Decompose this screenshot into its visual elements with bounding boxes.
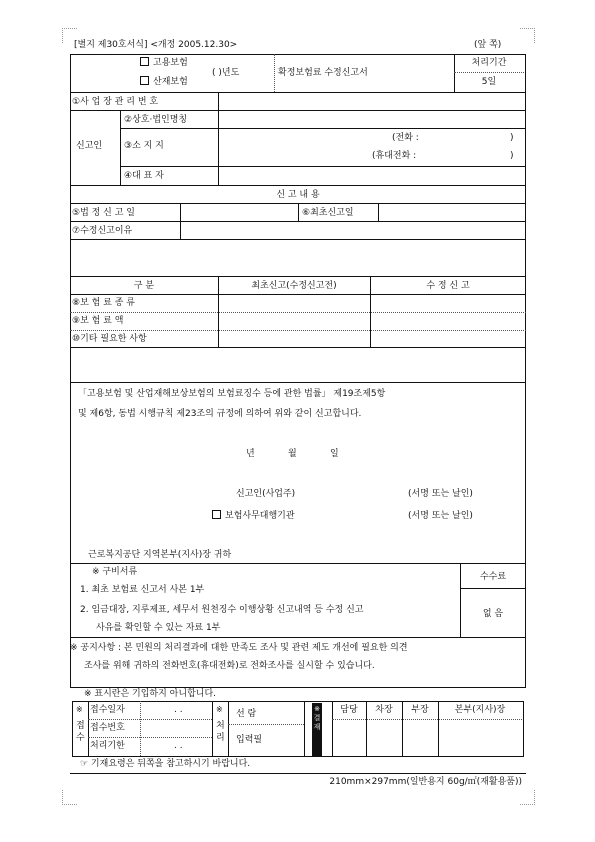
attachments-title: ※ 구비서류: [92, 567, 138, 577]
declaration-line-2: 및 제6항, 동법 시행규칙 제23조의 규정에 의하여 위와 같이 신고합니다.: [78, 409, 362, 419]
row-premium-amount: ⑨보 험 료 액: [72, 316, 124, 326]
applicant-label: 신고인(사업주): [236, 489, 296, 499]
mobile-label: (휴대전화 :: [372, 151, 417, 161]
col-staff: 담당: [340, 705, 358, 715]
processing-label: 처리기간: [471, 58, 507, 68]
company-label: ②상호·법인명칭: [124, 115, 188, 125]
col-division: 구 분: [133, 281, 155, 291]
attachment-1: 1. 최초 보험료 신고서 사본 1부: [80, 585, 205, 595]
checkbox-icon: [140, 57, 149, 66]
row-premium-kind: ⑧보 험 료 종 류: [72, 298, 135, 308]
col-first-report: 최초신고(수정신고전): [251, 281, 337, 291]
form-title: 확정보험료 수정신고서: [278, 68, 368, 78]
deadline-label: 처리기한: [90, 741, 125, 751]
notice-line-2: 조사를 위해 귀하의 전화번호(휴대전화)로 전화조사를 실시할 수 있습니다.: [84, 661, 375, 671]
col-head: 본부(지사)장: [454, 705, 506, 715]
guide-hint: ☞ 기재요령은 뒤쪽을 참고하시기 바랍니다.: [80, 759, 251, 769]
biz-no-label: ①사 업 장 관 리 번 호: [72, 97, 159, 107]
paper-spec: 210mm×297mm(일반용지 60g/㎡(재활용품)): [329, 777, 522, 787]
attachment-2-cont: 사유를 확인할 수 있는 자료 1부: [96, 623, 221, 633]
line-label: 선 람: [236, 709, 257, 719]
addressee: 근로복지공단 지역본부(지사)장 귀하: [88, 550, 232, 560]
attachment-2: 2. 임금대장, 지루제표, 세무서 원천징수 이행상황 신고내역 등 수정 신고: [80, 605, 364, 615]
page-side: (앞 쪽): [474, 40, 502, 50]
notice-line-1: ※ 공지사항 : 본 민원의 처리결과에 대한 만족도 조사 및 관련 제도 개선에 필요한 의견: [70, 643, 408, 653]
signature-1[interactable]: (서명 또는 날인): [408, 489, 473, 499]
year-field[interactable]: ( )년도: [212, 68, 240, 78]
rep-label: ④대 표 자: [124, 171, 164, 181]
approval-label: ※ 결 재: [312, 703, 322, 756]
col-manager: 부장: [411, 705, 429, 715]
receipt-label: 접 수: [76, 721, 85, 743]
processing-value: 5일: [481, 77, 497, 87]
opt-employment[interactable]: 고용보험: [140, 57, 188, 69]
row-other-notes: ⑩기타 필요한 사항: [72, 334, 147, 344]
agency-option[interactable]: 보험사무대행기관: [212, 510, 295, 522]
address-label: ③소 지 지: [124, 141, 164, 151]
content-title: 신 고 내 용: [276, 190, 320, 200]
reason-label: ⑦수정신고이유: [72, 226, 133, 236]
opt-industrial[interactable]: 산재보험: [140, 76, 188, 88]
checkbox-icon: [212, 510, 221, 519]
office-note: ※ 표시란은 기입하지 아니합니다.: [84, 689, 217, 699]
process-label: 처 리: [216, 721, 225, 743]
reporter-label: 신고인: [76, 141, 103, 151]
first-date-label: ⑥최초신고일: [302, 208, 354, 218]
form-number: [별지 제30호서식] <개정 2005.12.30>: [74, 40, 238, 50]
recv-date-label: 접수일자: [90, 705, 125, 715]
crop-mark: [520, 790, 535, 805]
date-month: 월: [288, 449, 297, 459]
checkbox-icon: [140, 76, 149, 85]
date-year: 년: [246, 449, 255, 459]
input-label: 입력필: [236, 735, 263, 745]
signature-2[interactable]: (서명 또는 날인): [408, 511, 473, 521]
recv-no-label: 접수번호: [90, 723, 125, 733]
col-deputy: 차장: [375, 705, 393, 715]
legal-date-label: ⑤법 정 신 고 일: [72, 208, 135, 218]
crop-mark: [62, 790, 77, 805]
date-day: 일: [330, 449, 339, 459]
fee-value: 없 음: [482, 609, 504, 619]
form-page: [별지 제30호서식] <개정 2005.12.30> (앞 쪽) 고용보험 산재보험 ( )년도 확정보험료 수정신고서 처리기간 5일 ①사 업 장 관 리 번 호 신고인 ②상호·법인명칭 ③소 지 지 (전화 : ) (휴대전화 : ) ④대 표 자 신 고 내 용 ⑤법 정 신 고 일 ⑥최초신고일 ⑦수정신고이유 구 분 최초신고(수정신고전) 수 정 신 고 ⑧보 험 료 종 류 ⑨보 험 료 액 ⑩기타 필요한 사항 「고용보험 및 산업재해보상보험의 보험료징수 등에 관한 법률」 제19조제5항 및 제6항, 동법 시행규칙 제23조의 규정에 의하여 위와 같이 신고합니다. 년 월 일 신고인(사업주) (서명 또는 날인) 보험사무대행기관 (서명 또는 날인) 근로복지공단 지역본부(지사)장 귀하 ※ 구비서류 1. 최초 보험료 신고서 사본 1부 2. 임금대장, 지루제표, 세무서 원천징수 이행상황 신고내역 등 수정 신고 사유를 확인할 수 있는 자료 1부 수수료 없 음 ※ 공지사항 : 본 민원의 처리결과에 대한 만족도 조사 및 관련 제도 개선에 필요한 의견 조사를 위해 귀하의 전화번호(휴대전화)로 전화조사를 실시할 수 있습니다. ※ 표시란은 기입하지 아니합니다. ※ 접 수 접수일자 접수번호 처리기한 . . . . ※ 처 리 선 람 입력필 ※ 결 재 담당 차장 부장 본부(지사)장 ☞ 기재요령은 뒤쪽을 참고하시기 바랍니다. 210mm×297mm(일반용지 60g/㎡(재활용품)): [70, 36, 526, 792]
col-revised-report: 수 정 신 고: [426, 281, 470, 291]
fee-label: 수수료: [479, 572, 507, 582]
declaration-line-1: 「고용보험 및 산업재해보상보험의 보험료징수 등에 관한 법률」 제19조제5항: [78, 389, 386, 399]
phone-label: (전화 :: [392, 133, 419, 143]
